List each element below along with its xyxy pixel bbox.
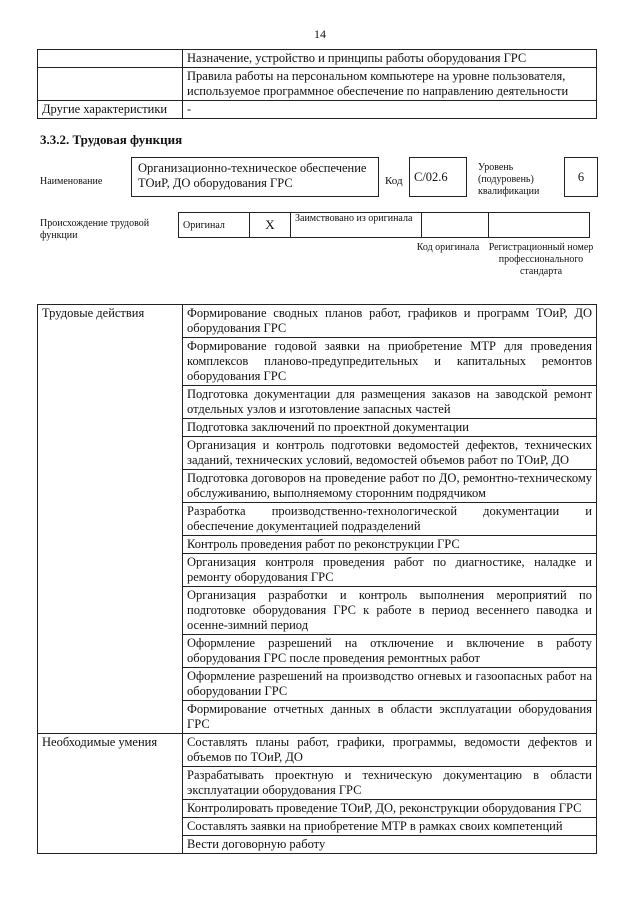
skill-item: Составлять планы работ, графики, программы, ведомости дефектов и объемов по ТОиР, ДО <box>183 734 597 767</box>
page-number: 14 <box>314 27 326 41</box>
knowledge-table-continuation <box>37 49 597 119</box>
action-item: Оформление разрешений на производство огневых и газоопасных работ на оборудовании ГРС <box>183 668 597 701</box>
action-item: Формирование сводных планов работ, графиков и программ ТОиР, ДО оборудования ГРС <box>183 305 597 338</box>
table-row <box>38 50 597 68</box>
row-text: Правила работы на персональном компьютере на уровне пользователя, используемое программное обеспечение по направлению деятельности <box>183 68 597 101</box>
table-row <box>38 68 597 101</box>
action-item: Организация контроля проведения работ по диагностике, наладке и ремонту оборудования ГРС <box>183 554 597 587</box>
skill-item: Разрабатывать проектную и техническую документацию в области эксплуатации оборудования ГРС <box>183 767 597 800</box>
origin-table <box>178 212 590 238</box>
table-row <box>38 734 597 767</box>
row-label <box>38 50 183 68</box>
skills-label: Необходимые умения <box>38 734 183 854</box>
row-label: Другие характеристики <box>38 101 183 119</box>
row-text: - <box>183 101 597 119</box>
main-table <box>37 304 597 854</box>
row-label <box>38 68 183 101</box>
code-value: C/02.6 <box>409 157 467 197</box>
section-heading: 3.3.2. Трудовая функция <box>40 132 183 147</box>
skill-item: Составлять заявки на приобретение МТР в рамках своих компетенций <box>183 818 597 836</box>
level-value: 6 <box>564 157 598 197</box>
borrowed-label: Заимствовано из оригинала <box>291 213 422 238</box>
action-item: Организация разработки и контроль выполнения мероприятий по подготовке оборудования ГРС к работе в период весеннего паводка и осенне-зимний период <box>183 587 597 635</box>
table-row <box>38 101 597 119</box>
row-text: Назначение, устройство и принципы работы оборудования ГРС <box>183 50 597 68</box>
original-code-cell <box>422 213 489 238</box>
registration-number-caption: Регистрационный номер профессионального стандарта <box>488 242 594 277</box>
table-row <box>38 305 597 338</box>
original-mark: X <box>250 213 291 238</box>
registration-number-cell <box>489 213 590 238</box>
action-item: Организация и контроль подготовки ведомостей дефектов, технических заданий, технических условий, ведомостей объемов работ по ТОиР, ДО <box>183 437 597 470</box>
original-code-caption: Код оригинала <box>416 242 480 253</box>
action-item: Оформление разрешений на отключение и включение в работу оборудования ГРС после проведения ремонтных работ <box>183 635 597 668</box>
action-item: Подготовка документации для размещения заказов на заводской ремонт отдельных узлов и изготовление запасных частей <box>183 386 597 419</box>
function-name-value: Организационно-техническое обеспечение ТОиР, ДО оборудования ГРС <box>131 157 379 197</box>
action-item: Подготовка договоров на проведение работ по ДО, ремонтно-техническому обслуживанию, выполняемому сторонним подрядчиком <box>183 470 597 503</box>
action-item: Разработка производственно-технологической документации и обеспечение документацией подразделений <box>183 503 597 536</box>
code-label: Код <box>385 175 403 187</box>
skill-item: Вести договорную работу <box>183 836 597 854</box>
action-item: Контроль проведения работ по реконструкции ГРС <box>183 536 597 554</box>
skill-item: Контролировать проведение ТОиР, ДО, реконструкции оборудования ГРС <box>183 800 597 818</box>
action-item: Формирование годовой заявки на приобретение МТР для проведения комплексов планово-предупредительных и капитальных ремонтов оборудования ГРС <box>183 338 597 386</box>
action-item: Формирование отчетных данных в области эксплуатации оборудования ГРС <box>183 701 597 734</box>
level-label: Уровень (подуровень) квалификации <box>478 162 540 197</box>
action-item: Подготовка заключений по проектной документации <box>183 419 597 437</box>
original-label: Оригинал <box>179 213 250 238</box>
actions-label: Трудовые действия <box>38 305 183 734</box>
origin-label: Происхождение трудовой функции <box>40 218 150 241</box>
name-label: Наименование <box>40 176 103 187</box>
